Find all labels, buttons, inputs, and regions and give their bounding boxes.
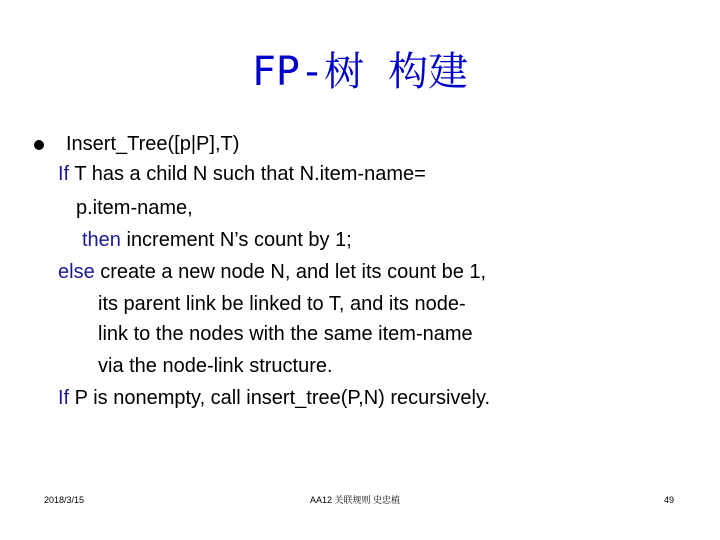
footer-center-text: AA12 关联规则 史忠植: [310, 495, 401, 505]
body-line-9-text: P is nonempty, call insert_tree(P,N) recursively.: [69, 387, 491, 409]
body-line-2-text: T has a child N such that N.item-name=: [69, 163, 426, 185]
keyword-if: If: [58, 163, 70, 185]
bullet-dot-icon: [34, 140, 44, 150]
body-line-2: [58, 162, 426, 186]
footer-page-number: 49: [664, 495, 675, 505]
slide-title: FP-树 构建: [251, 49, 469, 95]
keyword-else: else: [58, 261, 95, 283]
body-line-4: [82, 228, 352, 252]
body-line-3: p.item-name,: [76, 197, 193, 219]
body-line-8: via the node-link structure.: [98, 355, 333, 377]
body-line-6: its parent link be linked to T, and its node-: [98, 293, 466, 315]
footer-date: 2018/3/15: [44, 495, 85, 505]
body-line-5-text: create a new node N, and let its count be 1,: [94, 261, 487, 283]
body-line-1: Insert_Tree([p|P],T): [66, 133, 240, 155]
body-line-9: [58, 386, 490, 410]
keyword-if-2: If: [58, 387, 70, 409]
body-line-7: link to the nodes with the same item-name: [98, 323, 473, 345]
body-line-4-text: increment N’s count by 1;: [120, 229, 352, 251]
body-line-5: [58, 260, 486, 284]
keyword-then: then: [82, 229, 121, 251]
